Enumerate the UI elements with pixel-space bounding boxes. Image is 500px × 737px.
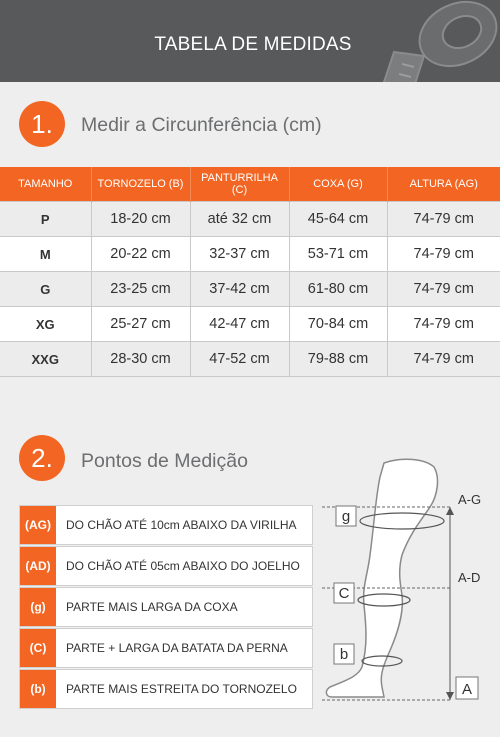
point-description: PARTE MAIS LARGA DA COXA [66, 600, 238, 614]
size-cell: XXG [0, 342, 91, 377]
calf-cell: até 32 cm [190, 202, 289, 237]
section-1-title: Medir a Circunferência (cm) [81, 114, 322, 136]
header-bar [0, 0, 500, 82]
table-row [0, 272, 500, 307]
table-row [0, 202, 500, 237]
label-b: b [339, 646, 349, 663]
calf-cell: 42-47 cm [190, 307, 289, 342]
thigh-cell: 45-64 cm [289, 202, 387, 237]
calf-cell: 32-37 cm [190, 237, 289, 272]
ankle-cell: 25-27 cm [91, 307, 190, 342]
page-title: TABELA DE MEDIDAS [154, 34, 352, 55]
ankle-cell: 23-25 cm [91, 272, 190, 307]
table-row [0, 307, 500, 342]
point-code: (b) [20, 670, 56, 708]
measurement-points-list [19, 505, 313, 710]
height-cell: 74-79 cm [387, 342, 500, 377]
ankle-cell: 18-20 cm [91, 202, 190, 237]
size-cell: XG [0, 307, 91, 342]
point-code: (AG) [20, 506, 56, 544]
size-cell: P [0, 202, 91, 237]
table-row [0, 342, 500, 377]
thigh-cell: 70-84 cm [289, 307, 387, 342]
height-cell: 74-79 cm [387, 202, 500, 237]
list-item [19, 587, 313, 627]
point-code: (g) [20, 588, 56, 626]
leg-diagram [322, 455, 494, 710]
point-description: PARTE + LARGA DA BATATA DA PERNA [66, 641, 288, 655]
ankle-cell: 28-30 cm [91, 342, 190, 377]
size-table-header [0, 167, 500, 202]
size-cell: M [0, 237, 91, 272]
point-description: DO CHÃO ATÉ 05cm ABAIXO DO JOELHO [66, 559, 300, 573]
height-cell: 74-79 cm [387, 272, 500, 307]
step-2-badge: 2. [19, 435, 65, 481]
label-ag: A-G [458, 492, 482, 507]
calf-cell: 37-42 cm [190, 272, 289, 307]
label-a: A [461, 681, 473, 698]
point-code: (AD) [20, 547, 56, 585]
thigh-cell: 79-88 cm [289, 342, 387, 377]
ankle-cell: 20-22 cm [91, 237, 190, 272]
step-1-badge: 1. [19, 101, 65, 147]
calf-cell: 47-52 cm [190, 342, 289, 377]
list-item [19, 628, 313, 668]
height-cell: 74-79 cm [387, 307, 500, 342]
list-item [19, 505, 313, 545]
label-ad: A-D [458, 570, 481, 585]
size-cell: G [0, 272, 91, 307]
table-row [0, 237, 500, 272]
section-2-title: Pontos de Medição [81, 450, 248, 472]
point-description: PARTE MAIS ESTREITA DO TORNOZELO [66, 682, 297, 696]
column-header-calf: PANTURRILHA (C) [190, 167, 289, 202]
point-description: DO CHÃO ATÉ 10cm ABAIXO DA VIRILHA [66, 518, 297, 532]
column-header-ankle: TORNOZELO (B) [91, 167, 190, 202]
thigh-cell: 61-80 cm [289, 272, 387, 307]
list-item [19, 669, 313, 709]
column-header-thigh: COXA (G) [289, 167, 387, 202]
column-header-size: TAMANHO [0, 167, 91, 202]
measuring-tape-icon [366, 0, 500, 82]
size-table [0, 167, 500, 377]
list-item [19, 546, 313, 586]
label-g: g [341, 508, 351, 525]
point-code: (C) [20, 629, 56, 667]
label-c: C [338, 585, 350, 602]
height-cell: 74-79 cm [387, 237, 500, 272]
column-header-height: ALTURA (AG) [387, 167, 500, 202]
thigh-cell: 53-71 cm [289, 237, 387, 272]
